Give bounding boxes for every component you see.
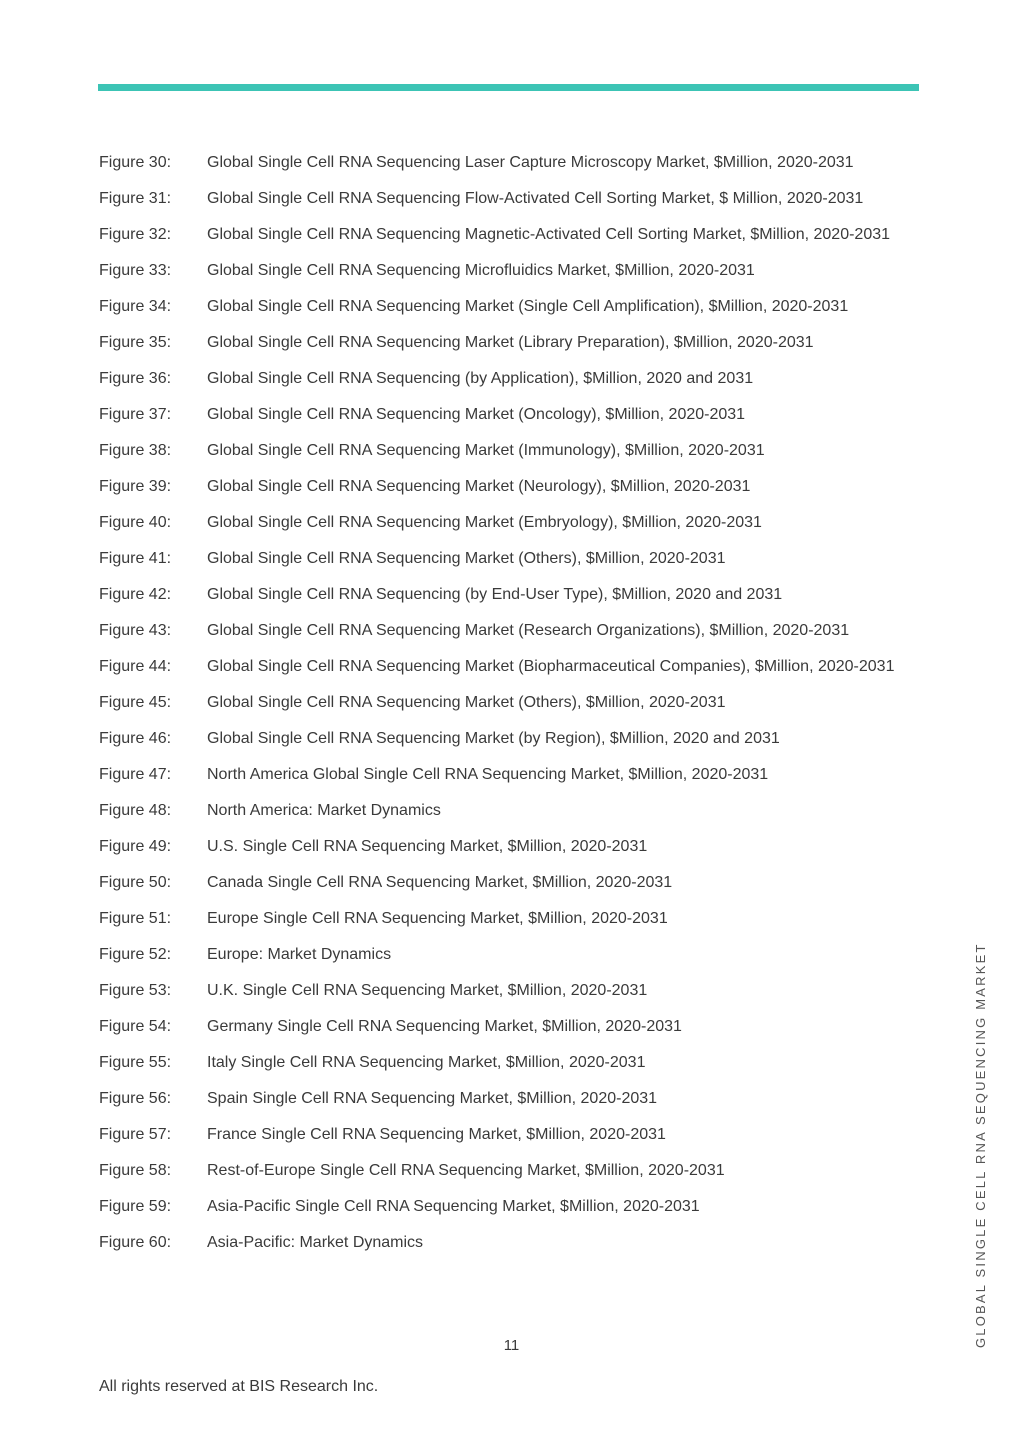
figure-title: Global Single Cell RNA Sequencing Market (Single Cell Amplification), $Million, 2020-2031 [207, 298, 849, 315]
list-item [99, 219, 919, 250]
figure-label: Figure 53: [99, 982, 172, 999]
figure-label: Figure 56: [99, 1090, 172, 1107]
figure-title: U.K. Single Cell RNA Sequencing Market, $Million, 2020-2031 [207, 982, 648, 999]
list-item [99, 363, 919, 394]
page-number: 11 [503, 1337, 520, 1354]
list-item [99, 831, 919, 862]
figure-label: Figure 55: [99, 1054, 172, 1071]
side-running-title: GLOBAL SINGLE CELL RNA SEQUENCING MARKET [973, 942, 988, 1348]
figure-label: Figure 35: [99, 334, 172, 351]
figure-title: Asia-Pacific Single Cell RNA Sequencing Market, $Million, 2020-2031 [207, 1198, 700, 1215]
list-item [99, 903, 919, 934]
figure-title: North America Global Single Cell RNA Sequencing Market, $Million, 2020-2031 [207, 766, 769, 783]
list-item [99, 1011, 919, 1042]
list-item [99, 579, 919, 610]
figure-label: Figure 39: [99, 478, 172, 495]
figure-title: Europe: Market Dynamics [207, 946, 392, 963]
list-item [99, 1191, 919, 1222]
list-item [99, 939, 919, 970]
list-item [99, 147, 919, 178]
figure-label: Figure 50: [99, 874, 172, 891]
figure-title: Rest-of-Europe Single Cell RNA Sequencing Market, $Million, 2020-2031 [207, 1162, 725, 1179]
figure-title: North America: Market Dynamics [207, 802, 441, 819]
footer-copyright: All rights reserved at BIS Research Inc. [99, 1378, 379, 1395]
figure-label: Figure 33: [99, 262, 172, 279]
figure-title: France Single Cell RNA Sequencing Market, $Million, 2020-2031 [207, 1126, 666, 1143]
figure-title: Global Single Cell RNA Sequencing Market (Biopharmaceutical Companies), $Million, 2020-2031 [207, 658, 895, 675]
figure-label: Figure 51: [99, 910, 172, 927]
figure-title: Italy Single Cell RNA Sequencing Market, $Million, 2020-2031 [207, 1054, 646, 1071]
list-item [99, 327, 919, 358]
figure-label: Figure 49: [99, 838, 172, 855]
figure-label: Figure 58: [99, 1162, 172, 1179]
list-item [99, 543, 919, 574]
figure-label: Figure 54: [99, 1018, 172, 1035]
figure-title: Global Single Cell RNA Sequencing Magnetic-Activated Cell Sorting Market, $Million, 2020-2031 [207, 226, 891, 243]
list-item [99, 1047, 919, 1078]
list-item [99, 1155, 919, 1186]
figure-label: Figure 42: [99, 586, 172, 603]
figure-title: U.S. Single Cell RNA Sequencing Market, $Million, 2020-2031 [207, 838, 648, 855]
list-item [99, 723, 919, 754]
list-item [99, 291, 919, 322]
list-item [99, 471, 919, 502]
figure-label: Figure 59: [99, 1198, 172, 1215]
figure-title: Global Single Cell RNA Sequencing Market (Others), $Million, 2020-2031 [207, 694, 726, 711]
figure-label: Figure 47: [99, 766, 172, 783]
figure-label: Figure 60: [99, 1234, 172, 1251]
figure-label: Figure 40: [99, 514, 172, 531]
figure-title: Global Single Cell RNA Sequencing Microfluidics Market, $Million, 2020-2031 [207, 262, 755, 279]
figure-title: Global Single Cell RNA Sequencing Market (Library Preparation), $Million, 2020-2031 [207, 334, 814, 351]
list-item [99, 435, 919, 466]
figure-label: Figure 41: [99, 550, 172, 567]
list-item [99, 867, 919, 898]
figure-label: Figure 52: [99, 946, 172, 963]
list-item [99, 615, 919, 646]
figure-title: Global Single Cell RNA Sequencing Laser Capture Microscopy Market, $Million, 2020-2031 [207, 154, 854, 171]
list-item [99, 255, 919, 286]
list-item [99, 687, 919, 718]
figure-title: Global Single Cell RNA Sequencing Market (Immunology), $Million, 2020-2031 [207, 442, 765, 459]
figure-title: Global Single Cell RNA Sequencing Market (Embryology), $Million, 2020-2031 [207, 514, 762, 531]
list-item [99, 975, 919, 1006]
figure-label: Figure 36: [99, 370, 172, 387]
figure-label: Figure 43: [99, 622, 172, 639]
figure-title: Global Single Cell RNA Sequencing Market (Research Organizations), $Million, 2020-2031 [207, 622, 850, 639]
figure-title: Germany Single Cell RNA Sequencing Market, $Million, 2020-2031 [207, 1018, 682, 1035]
figure-label: Figure 30: [99, 154, 172, 171]
figure-title: Global Single Cell RNA Sequencing (by End-User Type), $Million, 2020 and 2031 [207, 586, 783, 603]
header-accent-bar [98, 84, 919, 91]
list-of-figures [99, 147, 919, 1263]
list-item [99, 1083, 919, 1114]
figure-title: Global Single Cell RNA Sequencing Market (Oncology), $Million, 2020-2031 [207, 406, 746, 423]
list-item [99, 1119, 919, 1150]
list-item [99, 759, 919, 790]
figure-label: Figure 34: [99, 298, 172, 315]
figure-label: Figure 48: [99, 802, 172, 819]
list-item [99, 651, 919, 682]
figure-title: Global Single Cell RNA Sequencing Market (Others), $Million, 2020-2031 [207, 550, 726, 567]
figure-label: Figure 45: [99, 694, 172, 711]
figure-title: Asia-Pacific: Market Dynamics [207, 1234, 424, 1251]
figure-label: Figure 37: [99, 406, 172, 423]
figure-title: Global Single Cell RNA Sequencing Market (by Region), $Million, 2020 and 2031 [207, 730, 780, 747]
figure-label: Figure 46: [99, 730, 172, 747]
figure-title: Global Single Cell RNA Sequencing (by Application), $Million, 2020 and 2031 [207, 370, 754, 387]
figure-label: Figure 32: [99, 226, 172, 243]
figure-label: Figure 38: [99, 442, 172, 459]
list-item [99, 1227, 919, 1258]
figure-title: Global Single Cell RNA Sequencing Market (Neurology), $Million, 2020-2031 [207, 478, 751, 495]
figure-label: Figure 57: [99, 1126, 172, 1143]
list-item [99, 795, 919, 826]
figure-title: Europe Single Cell RNA Sequencing Market, $Million, 2020-2031 [207, 910, 668, 927]
list-item [99, 183, 919, 214]
figure-title: Spain Single Cell RNA Sequencing Market, $Million, 2020-2031 [207, 1090, 658, 1107]
figure-label: Figure 44: [99, 658, 172, 675]
list-item [99, 399, 919, 430]
figure-title: Global Single Cell RNA Sequencing Flow-Activated Cell Sorting Market, $ Million, 2020-2031 [207, 190, 864, 207]
figure-label: Figure 31: [99, 190, 172, 207]
list-item [99, 507, 919, 538]
figure-title: Canada Single Cell RNA Sequencing Market, $Million, 2020-2031 [207, 874, 673, 891]
